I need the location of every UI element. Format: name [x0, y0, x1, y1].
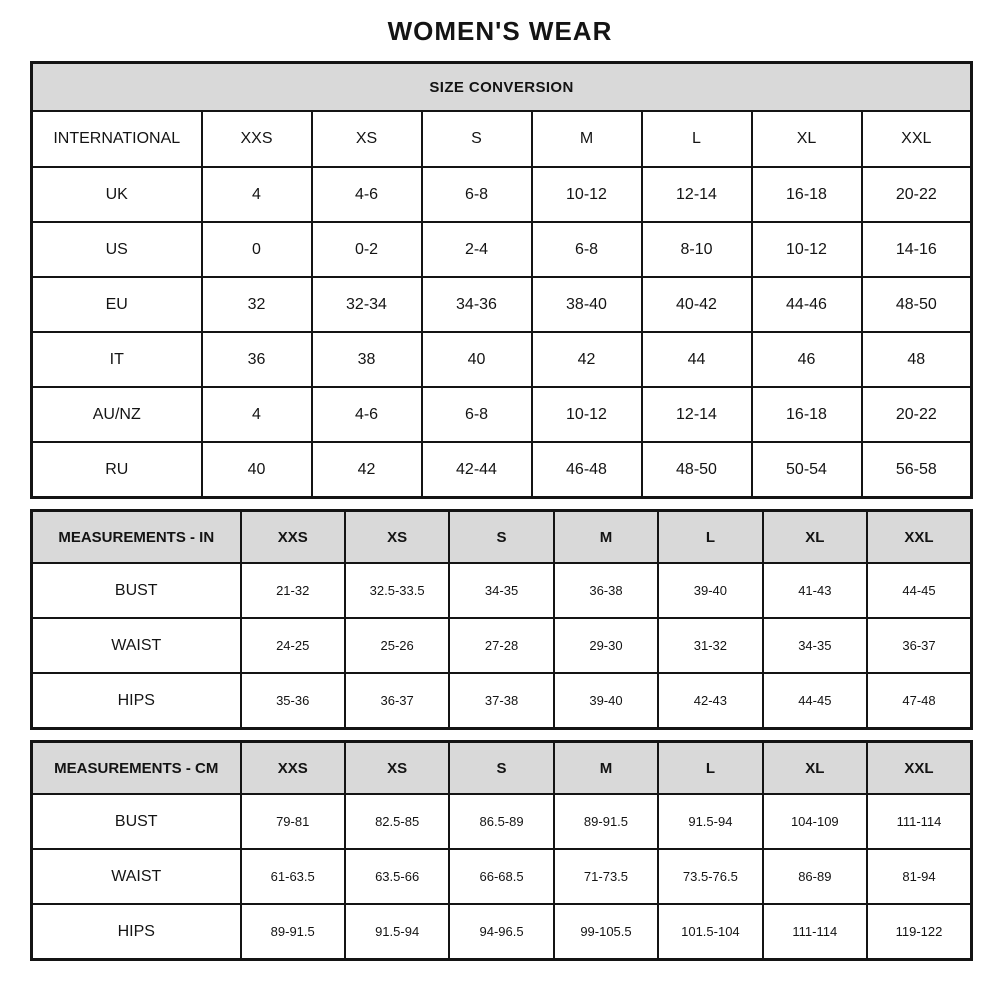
- table-header-row: [32, 742, 972, 795]
- header-cell: M: [554, 742, 658, 795]
- header-cell: M: [554, 511, 658, 564]
- value-cell: 0: [202, 222, 312, 277]
- value-cell: 44-45: [867, 563, 971, 618]
- header-cell: XS: [345, 511, 449, 564]
- value-cell: 0-2: [312, 222, 422, 277]
- value-cell: 42-43: [658, 673, 762, 729]
- table-row: [32, 673, 972, 729]
- row-label-cell: US: [32, 222, 202, 277]
- row-label-cell: BUST: [32, 563, 241, 618]
- measurements-cm-table: [30, 740, 970, 961]
- row-label-cell: WAIST: [32, 849, 241, 904]
- table-row: [32, 618, 972, 673]
- value-cell: 86.5-89: [449, 794, 553, 849]
- value-cell: 24-25: [241, 618, 345, 673]
- table-row: [32, 387, 972, 442]
- value-cell: 82.5-85: [345, 794, 449, 849]
- value-cell: 44-46: [752, 277, 862, 332]
- value-cell: 12-14: [642, 167, 752, 222]
- table-row: [32, 442, 972, 498]
- value-cell: 14-16: [862, 222, 972, 277]
- value-cell: 89-91.5: [241, 904, 345, 960]
- row-label-cell: BUST: [32, 794, 241, 849]
- value-cell: 104-109: [763, 794, 867, 849]
- header-cell: XXS: [202, 111, 312, 167]
- header-cell: XXL: [867, 511, 971, 564]
- header-cell: XXL: [862, 111, 972, 167]
- table-row: [32, 277, 972, 332]
- value-cell: 6-8: [422, 387, 532, 442]
- value-cell: 2-4: [422, 222, 532, 277]
- value-cell: 89-91.5: [554, 794, 658, 849]
- table-row: [32, 849, 972, 904]
- value-cell: 91.5-94: [345, 904, 449, 960]
- value-cell: 34-36: [422, 277, 532, 332]
- header-cell: L: [658, 742, 762, 795]
- value-cell: 4-6: [312, 167, 422, 222]
- value-cell: 27-28: [449, 618, 553, 673]
- table-row: [32, 563, 972, 618]
- header-cell: M: [532, 111, 642, 167]
- value-cell: 63.5-66: [345, 849, 449, 904]
- value-cell: 32.5-33.5: [345, 563, 449, 618]
- table-row: [32, 222, 972, 277]
- value-cell: 44: [642, 332, 752, 387]
- row-label-cell: AU/NZ: [32, 387, 202, 442]
- header-cell: S: [449, 511, 553, 564]
- value-cell: 48: [862, 332, 972, 387]
- header-cell: MEASUREMENTS - CM: [32, 742, 241, 795]
- table-row: [32, 167, 972, 222]
- value-cell: 86-89: [763, 849, 867, 904]
- value-cell: 79-81: [241, 794, 345, 849]
- measurements-cm-grid: [30, 740, 973, 961]
- value-cell: 39-40: [554, 673, 658, 729]
- table-row: [32, 794, 972, 849]
- table-banner-row: [32, 63, 972, 112]
- table-header-row: [32, 511, 972, 564]
- page-title: WOMEN'S WEAR: [387, 16, 613, 46]
- row-label-cell: EU: [32, 277, 202, 332]
- value-cell: 31-32: [658, 618, 762, 673]
- header-cell: S: [449, 742, 553, 795]
- row-label-cell: WAIST: [32, 618, 241, 673]
- table-row: [32, 904, 972, 960]
- value-cell: 40: [202, 442, 312, 498]
- row-label-cell: HIPS: [32, 673, 241, 729]
- row-label-cell: RU: [32, 442, 202, 498]
- value-cell: 38-40: [532, 277, 642, 332]
- value-cell: 16-18: [752, 387, 862, 442]
- header-cell: XL: [763, 511, 867, 564]
- measurements-in-table: [30, 509, 970, 730]
- value-cell: 46: [752, 332, 862, 387]
- header-cell: XXL: [867, 742, 971, 795]
- value-cell: 36-38: [554, 563, 658, 618]
- value-cell: 73.5-76.5: [658, 849, 762, 904]
- value-cell: 29-30: [554, 618, 658, 673]
- value-cell: 10-12: [532, 387, 642, 442]
- table-header-row: [32, 111, 972, 167]
- header-cell: XL: [763, 742, 867, 795]
- row-label-cell: HIPS: [32, 904, 241, 960]
- value-cell: 32: [202, 277, 312, 332]
- value-cell: 99-105.5: [554, 904, 658, 960]
- value-cell: 36: [202, 332, 312, 387]
- header-cell: MEASUREMENTS - IN: [32, 511, 241, 564]
- value-cell: 21-32: [241, 563, 345, 618]
- value-cell: 47-48: [867, 673, 971, 729]
- value-cell: 32-34: [312, 277, 422, 332]
- header-cell: XS: [345, 742, 449, 795]
- value-cell: 34-35: [449, 563, 553, 618]
- value-cell: 4-6: [312, 387, 422, 442]
- value-cell: 50-54: [752, 442, 862, 498]
- size-conversion-grid: [30, 61, 973, 499]
- header-cell: INTERNATIONAL: [32, 111, 202, 167]
- value-cell: 46-48: [532, 442, 642, 498]
- value-cell: 41-43: [763, 563, 867, 618]
- value-cell: 10-12: [532, 167, 642, 222]
- value-cell: 12-14: [642, 387, 752, 442]
- row-label-cell: UK: [32, 167, 202, 222]
- value-cell: 34-35: [763, 618, 867, 673]
- value-cell: 8-10: [642, 222, 752, 277]
- value-cell: 39-40: [658, 563, 762, 618]
- header-cell: L: [658, 511, 762, 564]
- value-cell: 4: [202, 167, 312, 222]
- value-cell: 94-96.5: [449, 904, 553, 960]
- header-cell: XXS: [241, 511, 345, 564]
- value-cell: 40-42: [642, 277, 752, 332]
- value-cell: 101.5-104: [658, 904, 762, 960]
- value-cell: 38: [312, 332, 422, 387]
- table-banner: SIZE CONVERSION: [32, 63, 972, 112]
- header-cell: XL: [752, 111, 862, 167]
- value-cell: 81-94: [867, 849, 971, 904]
- value-cell: 6-8: [422, 167, 532, 222]
- value-cell: 20-22: [862, 387, 972, 442]
- value-cell: 71-73.5: [554, 849, 658, 904]
- header-cell: XS: [312, 111, 422, 167]
- size-conversion-table: [30, 61, 970, 499]
- value-cell: 61-63.5: [241, 849, 345, 904]
- value-cell: 20-22: [862, 167, 972, 222]
- value-cell: 4: [202, 387, 312, 442]
- value-cell: 35-36: [241, 673, 345, 729]
- value-cell: 6-8: [532, 222, 642, 277]
- value-cell: 66-68.5: [449, 849, 553, 904]
- value-cell: 36-37: [345, 673, 449, 729]
- value-cell: 37-38: [449, 673, 553, 729]
- value-cell: 40: [422, 332, 532, 387]
- header-cell: S: [422, 111, 532, 167]
- value-cell: 44-45: [763, 673, 867, 729]
- table-row: [32, 332, 972, 387]
- measurements-in-grid: [30, 509, 973, 730]
- row-label-cell: IT: [32, 332, 202, 387]
- header-cell: L: [642, 111, 752, 167]
- value-cell: 36-37: [867, 618, 971, 673]
- value-cell: 42: [532, 332, 642, 387]
- value-cell: 119-122: [867, 904, 971, 960]
- value-cell: 16-18: [752, 167, 862, 222]
- value-cell: 111-114: [763, 904, 867, 960]
- value-cell: 48-50: [642, 442, 752, 498]
- header-cell: XXS: [241, 742, 345, 795]
- value-cell: 42: [312, 442, 422, 498]
- value-cell: 42-44: [422, 442, 532, 498]
- value-cell: 48-50: [862, 277, 972, 332]
- value-cell: 56-58: [862, 442, 972, 498]
- value-cell: 25-26: [345, 618, 449, 673]
- value-cell: 10-12: [752, 222, 862, 277]
- value-cell: 91.5-94: [658, 794, 762, 849]
- value-cell: 111-114: [867, 794, 971, 849]
